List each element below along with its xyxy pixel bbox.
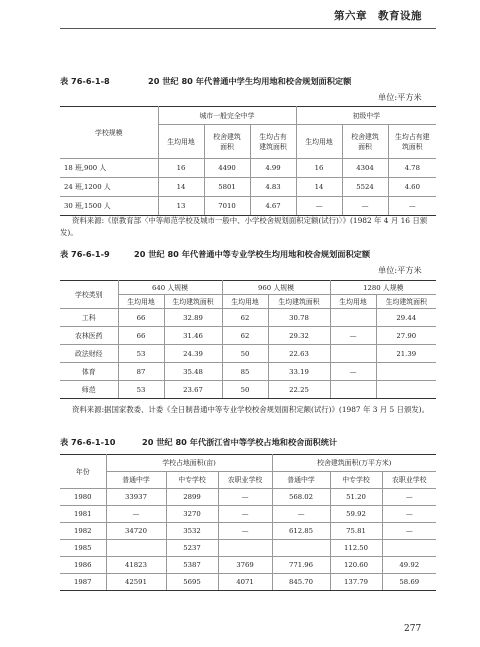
table3-col-headers [60, 472, 436, 489]
table-cell: 1985 [60, 540, 106, 557]
table-cell: 22.25 [268, 381, 330, 399]
header-rule [60, 28, 436, 29]
table-cell: 75.81 [330, 523, 382, 540]
table1-row-header: 学校规模 [60, 107, 158, 159]
table-cell: 5524 [342, 178, 388, 197]
table3 [60, 454, 436, 591]
table-row [60, 506, 436, 523]
table2-col-header: 生均建筑面积 [268, 295, 330, 309]
table-cell: — [272, 506, 330, 523]
table-cell: 4.60 [388, 178, 436, 197]
table-cell [106, 540, 166, 557]
table2-col-header: 生均用地 [330, 295, 376, 309]
table-cell: 1981 [60, 506, 106, 523]
table-cell [376, 381, 436, 399]
table-cell: 7010 [204, 197, 250, 216]
table3-row-header: 年份 [60, 455, 106, 489]
table3-group2: 校舍建筑面积(万平方米) [272, 455, 436, 472]
table-cell: 5695 [166, 574, 218, 591]
table-cell: 1982 [60, 523, 106, 540]
table-cell: 农林医药 [60, 327, 118, 345]
table-row [60, 489, 436, 506]
table-cell: 51.20 [330, 489, 382, 506]
table-cell: — [382, 489, 436, 506]
table-cell: 59.92 [330, 506, 382, 523]
table2-source: 资料来源:据国家教委、计委《全日制普通中等专业学校校舍规划面积定额(试行)》(1987 年 3 月 5 日颁发)。 [72, 405, 430, 414]
table-cell: 4071 [218, 574, 272, 591]
table-cell: 53 [118, 345, 164, 363]
table-row [60, 381, 436, 399]
table-cell [272, 540, 330, 557]
table-cell: 体育 [60, 363, 118, 381]
table-cell: 3270 [166, 506, 218, 523]
table-cell: 34720 [106, 523, 166, 540]
table2-col-header: 生均用地 [118, 295, 164, 309]
table-cell [382, 540, 436, 557]
table-cell: 16 [296, 159, 342, 178]
table-cell: 14 [158, 178, 204, 197]
table-row [60, 327, 436, 345]
table-row [60, 557, 436, 574]
table-cell [218, 540, 272, 557]
table-cell: — [218, 506, 272, 523]
table-cell: 42591 [106, 574, 166, 591]
table-cell: — [382, 523, 436, 540]
table-row [60, 197, 436, 216]
table-row [60, 523, 436, 540]
table-cell: 4.83 [250, 178, 296, 197]
table2-number: 表 76-6-1-9 [60, 249, 110, 259]
table1-group2: 初级中学 [296, 107, 436, 125]
table1-number: 表 76-6-1-8 [60, 76, 110, 86]
table-cell: 3532 [166, 523, 218, 540]
table-cell: 2899 [166, 489, 218, 506]
table-cell: — [330, 327, 376, 345]
table-cell: 31.46 [164, 327, 222, 345]
table-cell: 1987 [60, 574, 106, 591]
table2-title: 20 世纪 80 年代普通中等专业学校生均用地和校舍规划面积定额 [134, 249, 371, 259]
table-cell: 3769 [218, 557, 272, 574]
table3-col-header: 普通中学 [272, 472, 330, 489]
table-cell: 23.67 [164, 381, 222, 399]
table2-col-header: 生均用地 [222, 295, 268, 309]
table-cell: 师范 [60, 381, 118, 399]
table-cell [330, 381, 376, 399]
table-row [60, 540, 436, 557]
table1-col-header: 生均用地 [296, 125, 342, 159]
table1-col-header: 生均占有建筑面积 [250, 125, 296, 159]
table2-group2: 960 人规模 [222, 281, 330, 295]
table-cell: 13 [158, 197, 204, 216]
table-cell: 50 [222, 345, 268, 363]
table1-title: 20 世纪 80 年代普通中学生均用地和校舍规划面积定额 [148, 76, 352, 86]
table-row [60, 309, 436, 327]
table-row [60, 345, 436, 363]
table-cell: 5801 [204, 178, 250, 197]
table-cell: 568.02 [272, 489, 330, 506]
table2-col-header: 生均建筑面积 [376, 295, 436, 309]
table1-group1: 城市一般完全中学 [158, 107, 296, 125]
table-cell: 27.90 [376, 327, 436, 345]
table-cell: 32.89 [164, 309, 222, 327]
table-cell: 4.99 [250, 159, 296, 178]
table-row [60, 178, 436, 197]
table-cell: 612.85 [272, 523, 330, 540]
table1-col-header: 校舍建筑面积 [342, 125, 388, 159]
table2-col-header: 生均建筑面积 [164, 295, 222, 309]
table-row [60, 159, 436, 178]
table-cell: 66 [118, 327, 164, 345]
table-cell: 845.70 [272, 574, 330, 591]
table-cell: — [388, 197, 436, 216]
table-cell: 35.48 [164, 363, 222, 381]
table-cell: 24.39 [164, 345, 222, 363]
table-cell: 41823 [106, 557, 166, 574]
table-cell: — [296, 197, 342, 216]
table-cell: 30.78 [268, 309, 330, 327]
table3-number: 表 76-6-1-10 [60, 437, 116, 447]
table3-col-header: 中专学校 [166, 472, 218, 489]
table1-col-header: 校舍建筑面积 [204, 125, 250, 159]
table-cell: — [330, 363, 376, 381]
table2-row-header: 学校类别 [60, 281, 118, 309]
table1-col-header: 生均用地 [158, 125, 204, 159]
table-cell: 4304 [342, 159, 388, 178]
table-cell: 771.96 [272, 557, 330, 574]
table-cell: 24 班,1200 人 [60, 178, 158, 197]
table-cell: 49.92 [382, 557, 436, 574]
table-cell: 33.19 [268, 363, 330, 381]
table-cell: 4490 [204, 159, 250, 178]
table-cell: 21.39 [376, 345, 436, 363]
table-cell: 62 [222, 327, 268, 345]
page-number: 277 [404, 624, 422, 634]
table1 [60, 106, 436, 216]
table-cell: 5387 [166, 557, 218, 574]
table-cell: — [218, 523, 272, 540]
table-cell: 22.63 [268, 345, 330, 363]
table-cell: 政法财经 [60, 345, 118, 363]
table-cell [376, 363, 436, 381]
table1-unit: 单位:平方米 [378, 92, 422, 102]
table-cell: 53 [118, 381, 164, 399]
table-cell: 62 [222, 309, 268, 327]
table-cell: 120.60 [330, 557, 382, 574]
table-cell: 18 班,900 人 [60, 159, 158, 178]
table-row [60, 363, 436, 381]
table-cell: 50 [222, 381, 268, 399]
table-cell [330, 345, 376, 363]
table-cell: 4.67 [250, 197, 296, 216]
table-cell: 1986 [60, 557, 106, 574]
table-cell: 工科 [60, 309, 118, 327]
table3-col-header: 普通中学 [106, 472, 166, 489]
table-cell [330, 309, 376, 327]
table-cell: — [382, 506, 436, 523]
table3-col-header: 农职业学校 [218, 472, 272, 489]
table-row [60, 574, 436, 591]
table-cell: 87 [118, 363, 164, 381]
table-cell: 29.44 [376, 309, 436, 327]
table-cell: 85 [222, 363, 268, 381]
chapter-header: 第六章 教育设施 [334, 10, 422, 22]
table-cell: 137.79 [330, 574, 382, 591]
table3-col-header: 农职业学校 [382, 472, 436, 489]
table3-group1: 学校占地面积(亩) [106, 455, 272, 472]
table-cell: 1980 [60, 489, 106, 506]
table-cell: 4.78 [388, 159, 436, 178]
table1-source: 资料来源:《原教育部〈中等师范学校及城市一般中、小学校舍规划面积定额(试行)〉》(1982 年 4 月 16 日颁发)。 [60, 216, 428, 237]
table-cell: 33937 [106, 489, 166, 506]
table-cell: 66 [118, 309, 164, 327]
table2-group3: 1280 人规模 [330, 281, 436, 295]
table-cell: 5237 [166, 540, 218, 557]
table-cell: 29.32 [268, 327, 330, 345]
table-cell: — [106, 506, 166, 523]
table3-title: 20 世纪 80 年代浙江省中等学校占地和校舍面积统计 [142, 437, 338, 447]
table-cell: — [218, 489, 272, 506]
table-cell: 58.69 [382, 574, 436, 591]
table1-col-header: 生均占有建筑面积 [388, 125, 436, 159]
table2 [60, 280, 436, 399]
table-cell: 14 [296, 178, 342, 197]
table-cell: — [342, 197, 388, 216]
table-cell: 112.50 [330, 540, 382, 557]
table3-col-header: 中专学校 [330, 472, 382, 489]
table2-group1: 640 人规模 [118, 281, 222, 295]
table2-unit: 单位:平方米 [378, 265, 422, 275]
table-cell: 30 班,1500 人 [60, 197, 158, 216]
table-cell: 16 [158, 159, 204, 178]
